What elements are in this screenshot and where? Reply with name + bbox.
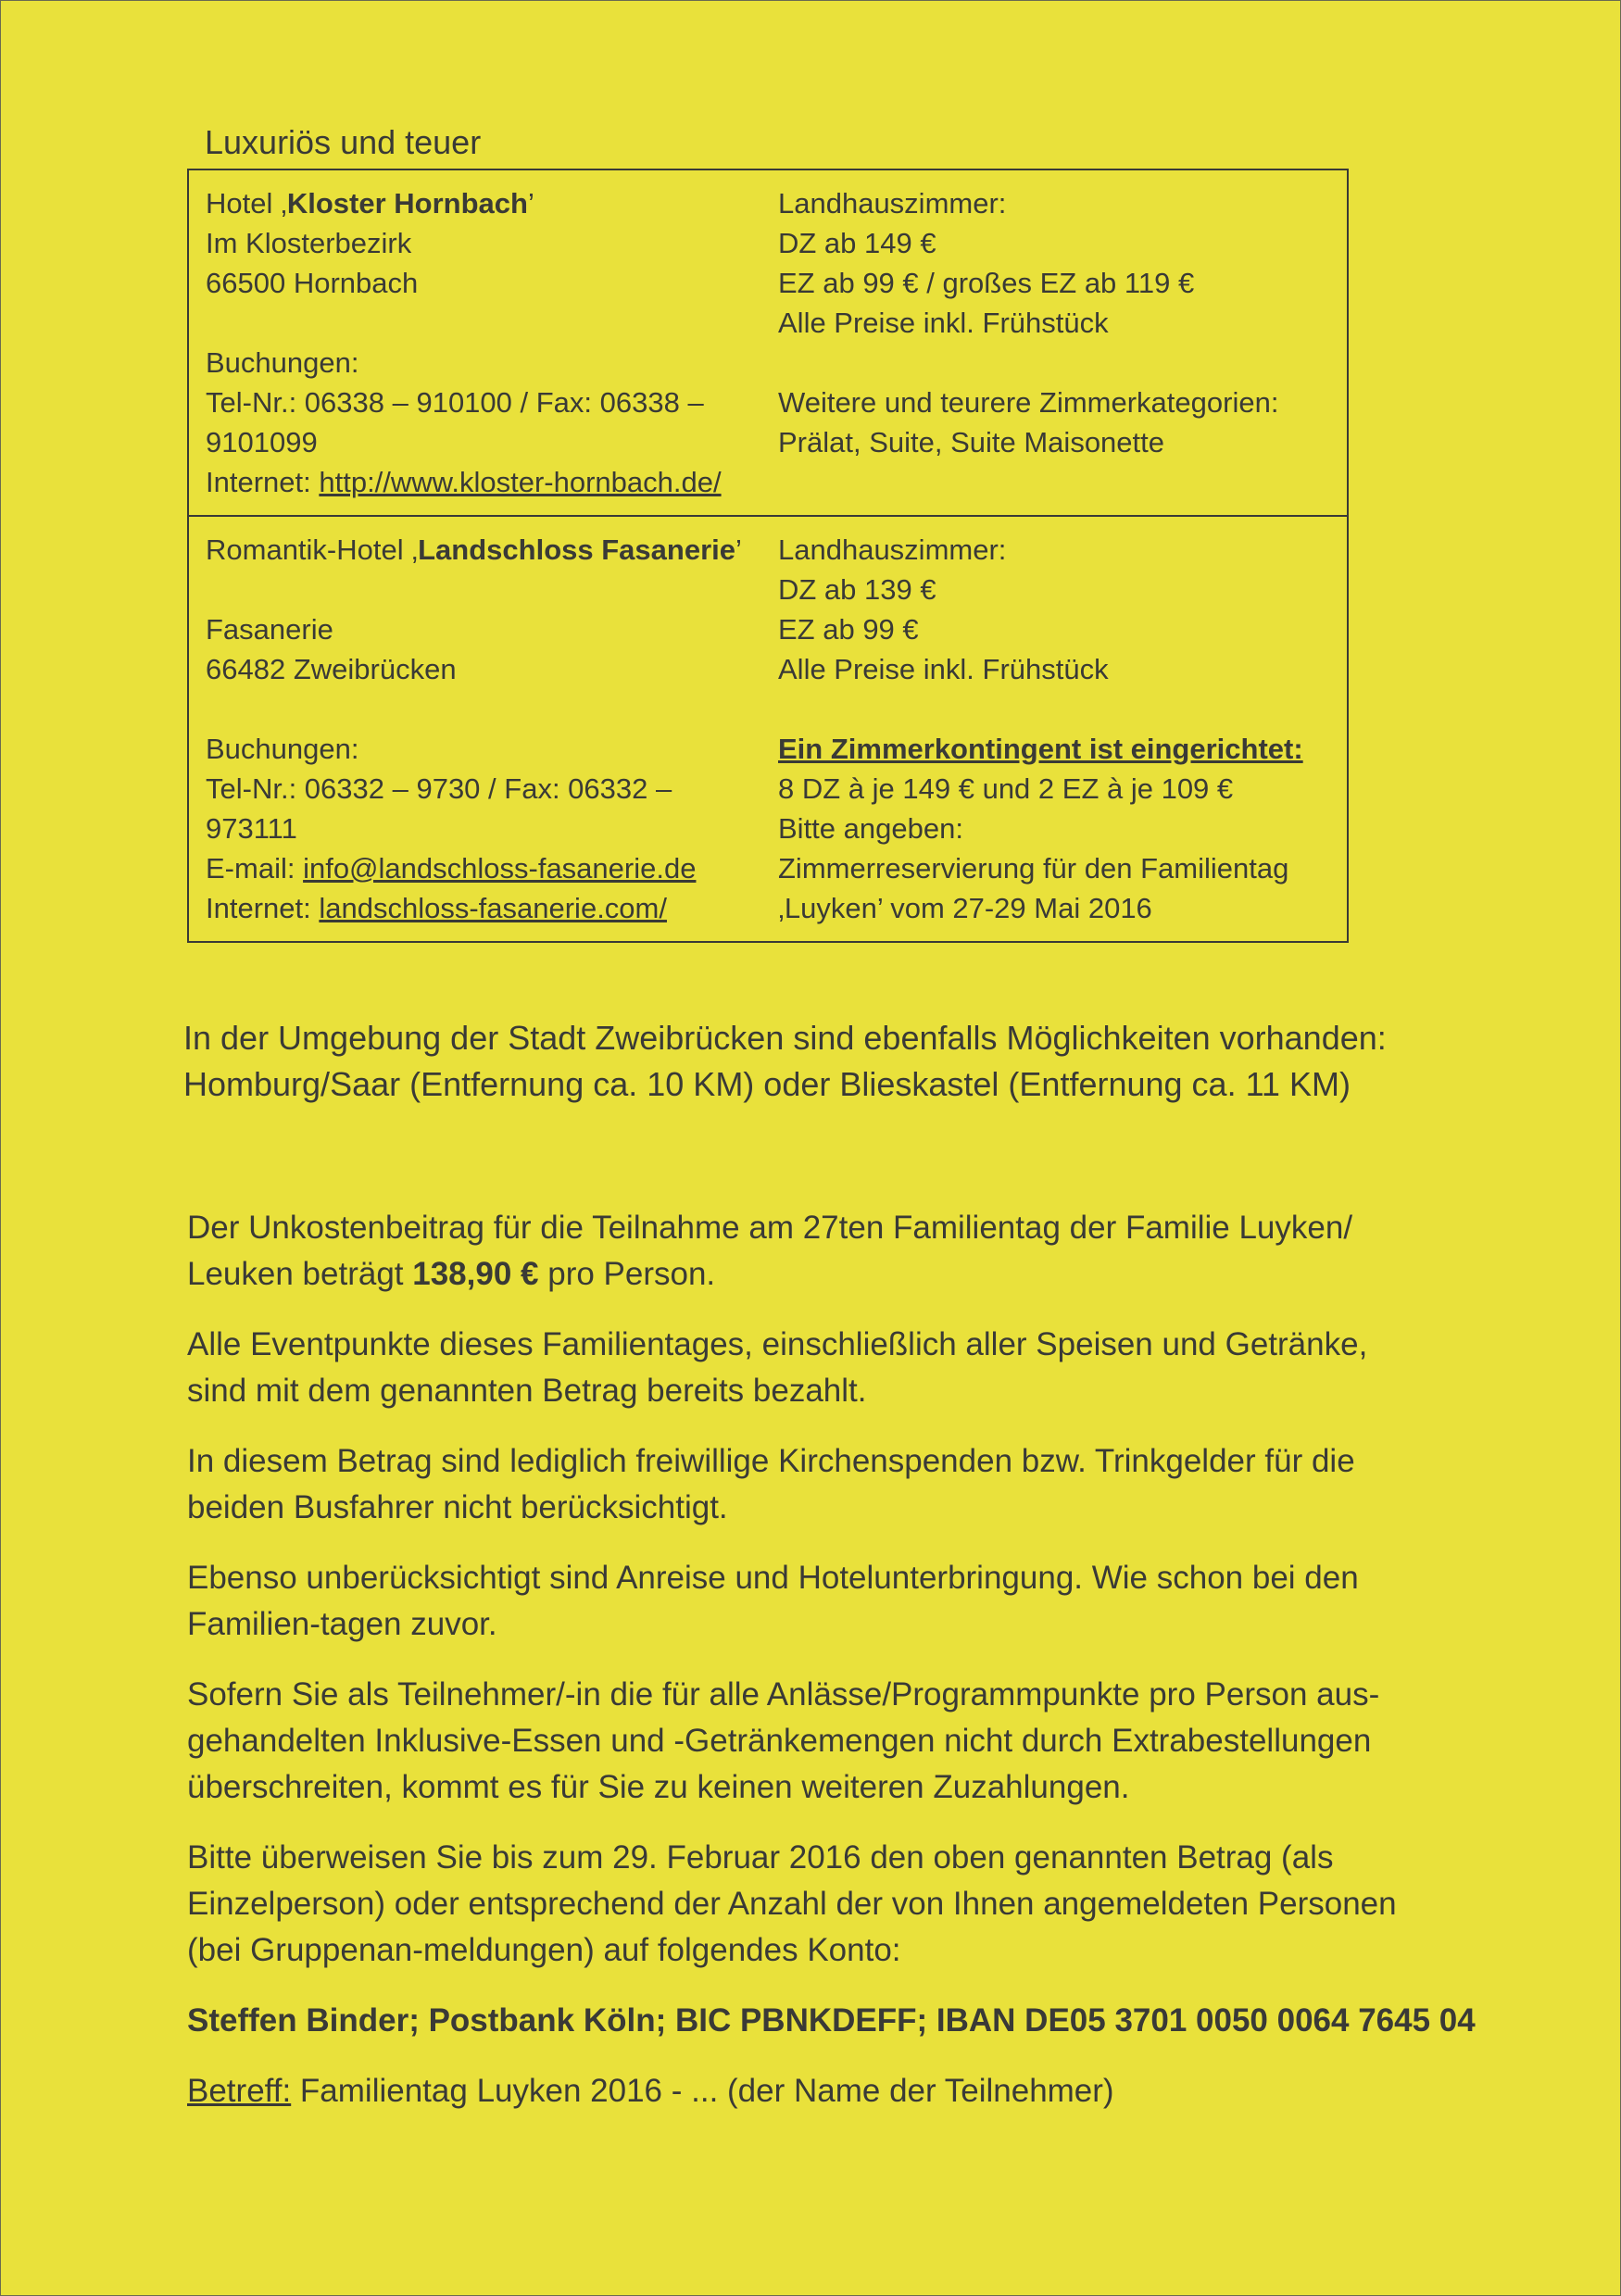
room-line	[778, 689, 1330, 729]
hotel-address-line: 66482 Zweibrücken	[206, 653, 457, 685]
room-line	[778, 343, 1330, 383]
room-line: DZ ab 149 €	[778, 227, 936, 259]
surroundings-note	[183, 1015, 1527, 1108]
info-paragraph: Sofern Sie als Teilnehmer/-in die für alle Anlässe/Programmpunkte pro Person aus- gehandelten Inklusive-Essen und -Getränkemengen nicht durch Extrabestellungen überschreiten, kommt es für Sie zu keinen weiteren Zuzahlungen.	[187, 1676, 1380, 1805]
website: Internet: landschloss-fasanerie.com/	[206, 892, 667, 924]
bookings-label: Buchungen:	[206, 733, 359, 765]
room-line: Alle Preise inkl. Frühstück	[778, 653, 1109, 685]
hotel-row-landschloss-fasanerie	[188, 516, 1348, 942]
room-line: Weitere und teurere Zimmerkategorien:	[778, 386, 1279, 419]
room-line: Landhauszimmer:	[778, 533, 1007, 566]
phone-fax: Tel-Nr.: 06338 – 910100 / Fax: 06338 – 9101099	[206, 386, 712, 458]
phone-fax: Tel-Nr.: 06332 – 9730 / Fax: 06332 – 973111	[206, 772, 680, 845]
room-line: EZ ab 99 € / großes EZ ab 119 €	[778, 267, 1195, 299]
fee-amount: 138,90 €	[412, 1256, 539, 1292]
section-title: Luxuriös und teuer	[205, 123, 482, 161]
hotel-rooms-cell	[769, 169, 1348, 516]
hotel-address-line: Fasanerie	[206, 613, 333, 646]
surroundings-line: Homburg/Saar (Entfernung ca. 10 KM) oder Blieskastel (Entfernung ca. 11 KM)	[183, 1065, 1351, 1103]
fee-information	[187, 1205, 1502, 2139]
hotel-info-cell	[188, 169, 769, 516]
contingent-line: 8 DZ à je 149 € und 2 EZ à je 109 €	[778, 772, 1234, 805]
email-link[interactable]: info@landschloss-fasanerie.de	[303, 852, 697, 885]
website: Internet: http://www.kloster-hornbach.de/	[206, 466, 722, 498]
hotel-table	[187, 169, 1349, 943]
bookings-label: Buchungen:	[206, 346, 359, 379]
hotel-address-line	[206, 570, 752, 609]
hotel-address-line: 66500 Hornbach	[206, 267, 419, 299]
room-line: Prälat, Suite, Suite Maisonette	[778, 426, 1165, 458]
contingent-line: Bitte angeben:	[778, 812, 963, 845]
fee-paragraph: Der Unkostenbeitrag für die Teilnahme am 27ten Familientag der Familie Luyken/ Leuken beträgt 138,90 € pro Person.	[187, 1210, 1353, 1292]
hotel-rooms-cell	[769, 516, 1348, 942]
hotel-name: Romantik-Hotel ‚Landschloss Fasanerie’	[206, 533, 742, 566]
info-paragraph: Alle Eventpunkte dieses Familientages, einschließlich aller Speisen und Getränke, sind mit dem genannten Betrag bereits bezahlt.	[187, 1326, 1368, 1409]
hotel-row-kloster-hornbach	[188, 169, 1348, 516]
email: E-mail: info@landschloss-fasanerie.de	[206, 852, 697, 885]
bank-details: Steffen Binder; Postbank Köln; BIC PBNKDEFF; IBAN DE05 3701 0050 0064 7645 04	[187, 2002, 1476, 2039]
room-line: EZ ab 99 €	[778, 613, 919, 646]
hotel-name: Hotel ‚Kloster Hornbach’	[206, 187, 534, 220]
reference-label: Betreff:	[187, 2073, 292, 2109]
reference-line: Betreff: Familientag Luyken 2016 - ... (der Name der Teilnehmer)	[187, 2073, 1114, 2109]
room-line: DZ ab 139 €	[778, 573, 936, 606]
info-paragraph: In diesem Betrag sind lediglich freiwillige Kirchenspenden bzw. Trinkgelder für die beiden Busfahrer nicht berücksichtigt.	[187, 1443, 1355, 1525]
contingent-line: ‚Luyken’ vom 27-29 Mai 2016	[778, 892, 1152, 924]
hotel-address-line: Im Klosterbezirk	[206, 227, 412, 259]
surroundings-line: In der Umgebung der Stadt Zweibrücken sind ebenfalls Möglichkeiten vorhanden:	[183, 1019, 1387, 1057]
website-link[interactable]: http://www.kloster-hornbach.de/	[319, 466, 722, 498]
room-line: Landhauszimmer:	[778, 187, 1007, 220]
info-paragraph: Ebenso unberücksichtigt sind Anreise und Hotelunterbringung. Wie schon bei den Familien-tagen zuvor.	[187, 1560, 1359, 1642]
website-link[interactable]: landschloss-fasanerie.com/	[319, 892, 667, 924]
contingent-line: Zimmerreservierung für den Familientag	[778, 852, 1289, 885]
room-line: Alle Preise inkl. Frühstück	[778, 307, 1109, 339]
payment-paragraph: Bitte überweisen Sie bis zum 29. Februar 2016 den oben genannten Betrag (als Einzelperson) oder entsprechend der Anzahl der von Ihnen angemeldeten Personen (bei Gruppenan-meldungen) auf folgendes Konto:	[187, 1839, 1397, 1968]
contingent-heading: Ein Zimmerkontingent ist eingerichtet:	[778, 733, 1303, 765]
hotel-info-cell	[188, 516, 769, 942]
